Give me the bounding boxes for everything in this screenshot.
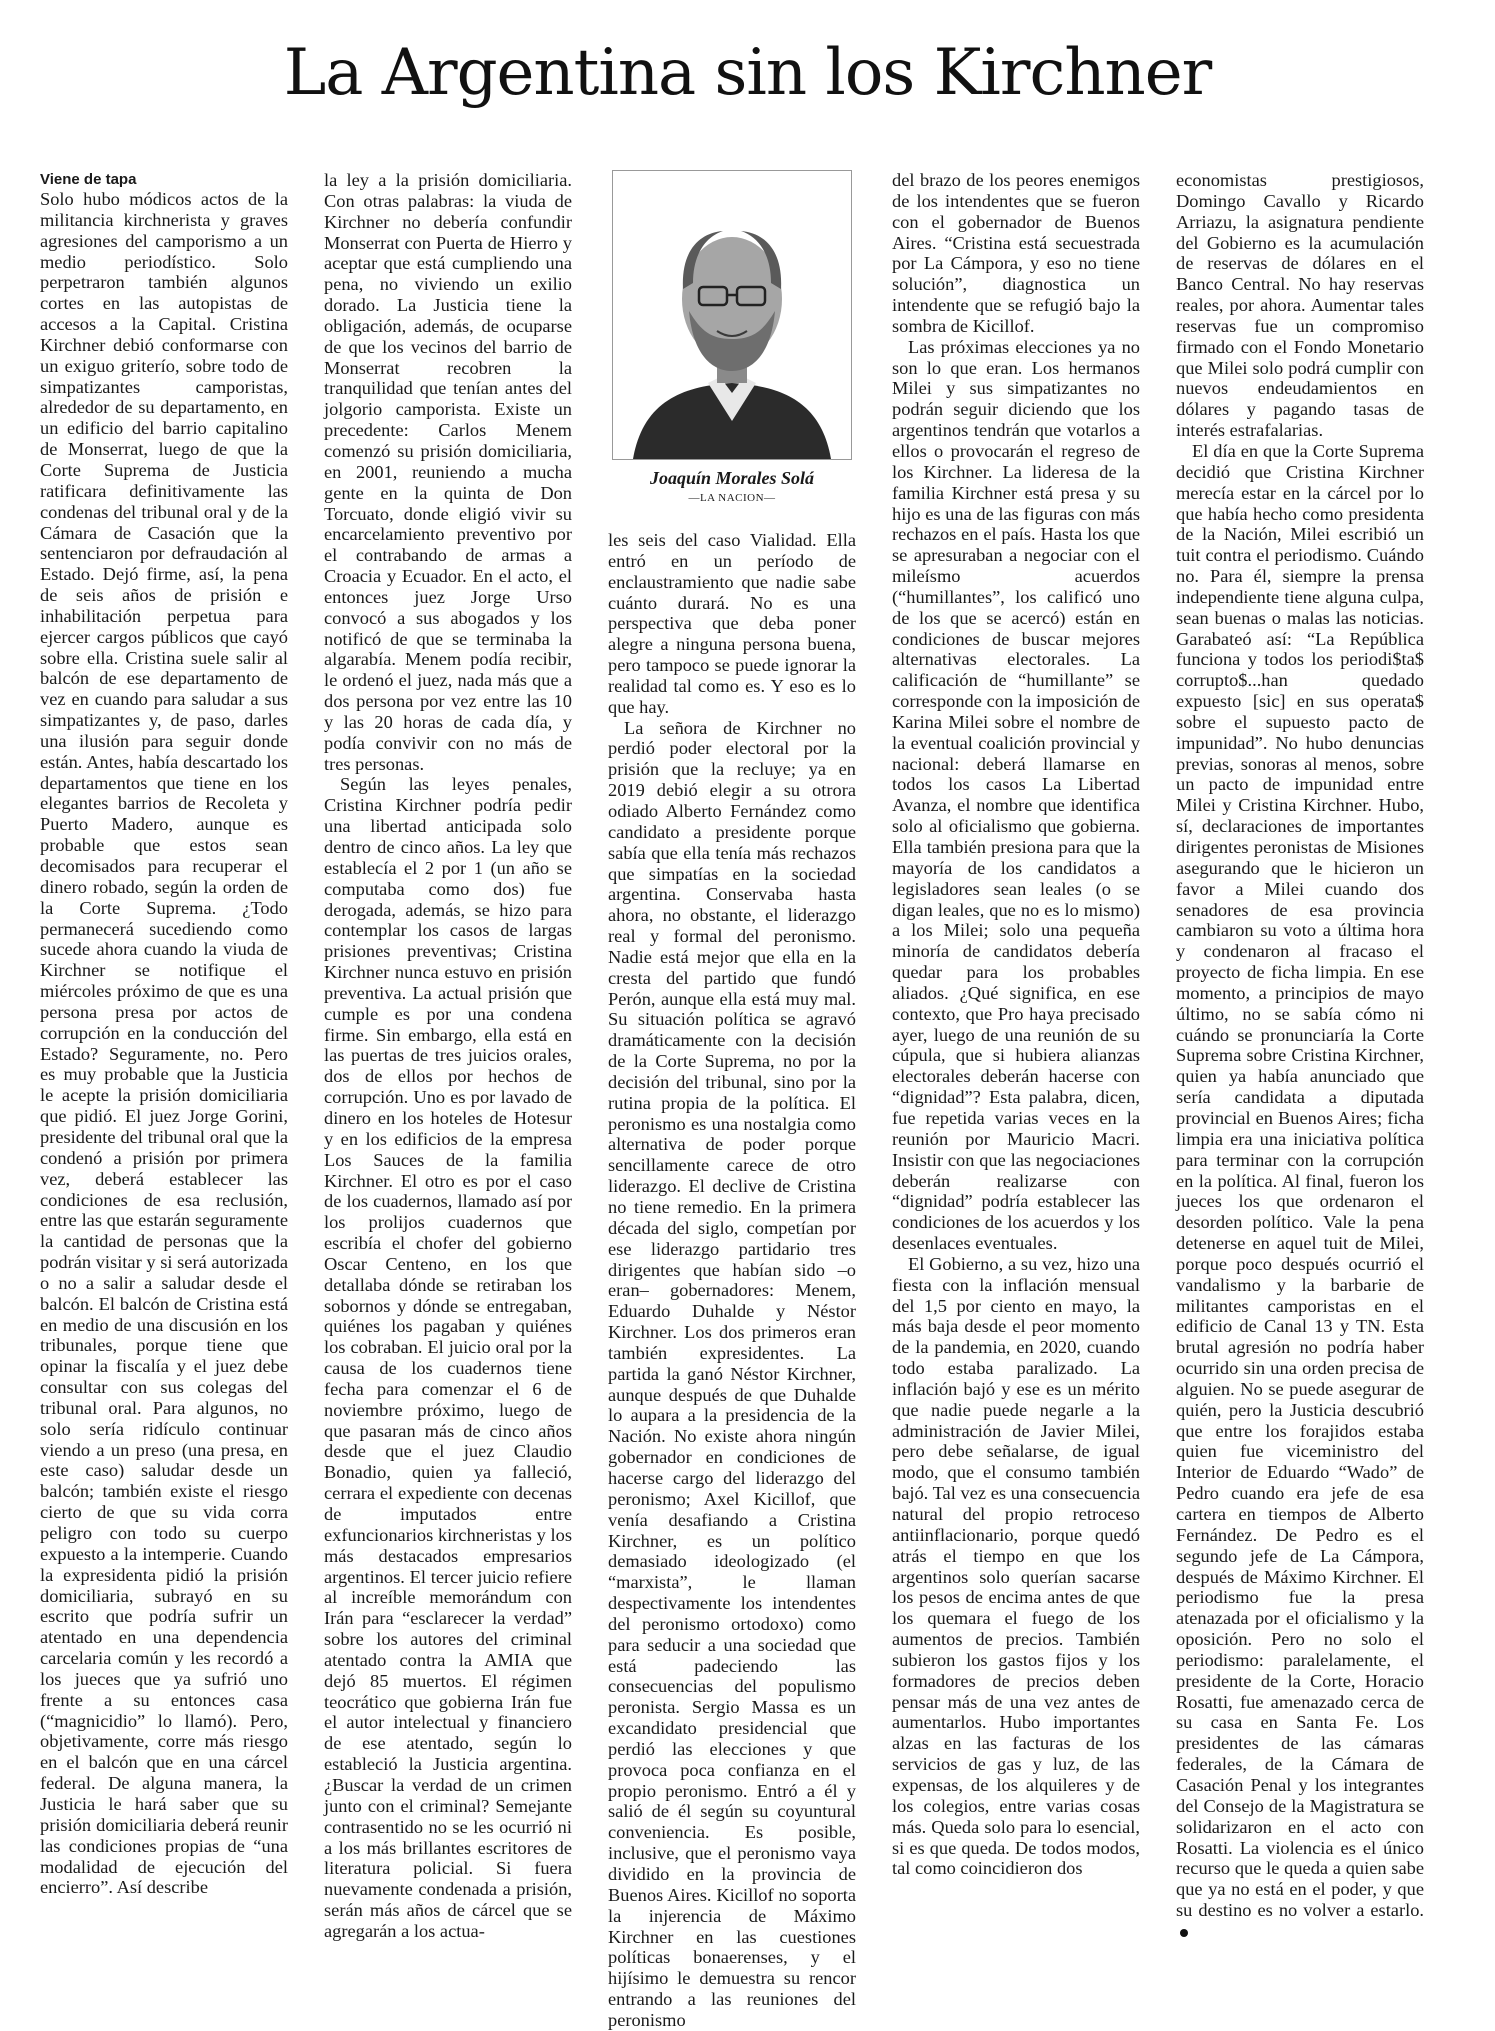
paragraph: les seis del caso Vialidad. Ella entró en un período de enclaustramiento que nadie sabe cuánto durará. No es una perspectiva que deba poner alegre a ninguna persona buena, pero tampoco se puede ignorar la realidad tal como es. Y eso es lo que hay. [608, 530, 856, 717]
paragraph [1176, 441, 1424, 1942]
author-box [612, 170, 852, 519]
article-column-3 [608, 530, 856, 2031]
author-photo [612, 170, 852, 460]
article-column-5 [1176, 170, 1424, 1942]
paragraph: El Gobierno, a su vez, hizo una fiesta con la inflación mensual del 1,5 por ciento en mayo, la más baja desde el peor momento de la pandemia, en 2020, cuando todo estaba paralizado. La inflación bajó y ese es un mérito que nadie puede negarle a la administración de Javier Milei, pero debe señalarse, de igual modo, que el consumo también bajó. Tal vez es una consecuencia natural del propio retroceso antiinflacionario, porque quedó atrás el tiempo en que los argentinos solo querían sacarse los pesos de encima antes de que los quemara el fuego de los aumentos de precios. También subieron los gastos fijos y los formadores de precios deben pensar más de una vez antes de aumentarlos. Hubo importantes alzas en las facturas de los servicios de gas y luz, de las expensas, de los alquileres y de los colegios, entre varias cosas más. Queda solo para lo esencial, si es que queda. De todos modos, tal como coincidieron dos [892, 1253, 1140, 1879]
author-outlet: —LA NACION— [688, 492, 776, 504]
paragraph: la ley a la prisión domiciliaria. Con otras palabras: la viuda de Kirchner no debería confundir Monserrat con Puerta de Hierro y aceptar que está cumpliendo una pena, no viviendo un exilio dorado. La Justicia tiene la obligación, además, de ocuparse de que los vecinos del barrio de Monserrat recobren la tranquilidad que tenían antes del jolgorio camporista. Existe un precedente: Carlos Menem comenzó su prisión domiciliaria, en 2001, reuniendo a mucha gente en la quinta de Don Torcuato, donde eligió vivir su encarcelamiento preventivo por el contrabando de armas a Croacia y Ecuador. En el acto, el entonces juez Jorge Urso convocó a sus abogados y los notificó de que se terminaba la algarabía. Menem podía recibir, le ordenó el juez, nada más que a dos persona por vez entre las 10 y las 20 horas de cada día, y podía convivir con no más de tres personas. [324, 170, 572, 774]
paragraph: Según las leyes penales, Cristina Kirchner podría pedir una libertad anticipada solo dentro de cinco años. La ley que establecía el 2 por 1 (un año se computaba como dos) fue derogada, además, se hizo para contemplar los casos de largas prisiones preventivas; Cristina Kirchner nunca estuvo en prisión preventiva. La actual prisión que cumple es por una condena firme. Sin embargo, ella está en las puertas de tres juicios orales, dos de ellos por hechos de corrupción. Uno es por lavado de dinero en los hoteles de Hotesur y en los edificios de la empresa Los Sauces de la familia Kirchner. El otro es por el caso de los cuadernos, llamado así por los prolijos cuadernos que escribía el chofer del gobierno Oscar Centeno, en los que detallaba dónde se retiraban los sobornos y dónde se entregaban, quiénes los pagaban y quiénes los cobraban. El juicio oral por la causa de los cuadernos tiene fecha para comenzar el 6 de noviembre próximo, luego de que pasaran más de cinco años desde que el juez Claudio Bonadio, quien ya falleció, cerrara el expediente con decenas de imputados entre exfuncionarios kirchneristas y los más destacados empresarios argentinos. El tercer juicio refiere al increíble memorándum con Irán para “esclarecer la verdad” sobre los autores del criminal atentado contra la AMIA que dejó 85 muertos. El régimen teocrático que gobierna Irán fue el autor intelectual y financiero de ese atentado, según lo estableció la Justicia argentina. ¿Buscar la verdad de un crimen junto con el criminal? Semejante contrasentido no se les ocurrió ni a los más brillantes escritores de literatura policial. Si fuera nuevamente condenada a prisión, serán más años de cárcel que se agregarán a los actua- [324, 774, 572, 1941]
headline: La Argentina sin los Kirchner [283, 36, 1212, 110]
paragraph: del brazo de los peores enemigos de los intendentes que se fueron con el gobernador de Buenos Aires. “Cristina está secuestrada por La Cámpora, y eso no tiene solución”, diagnostica un intendente que se refugió bajo la sombra de Kicillof. [892, 170, 1140, 336]
end-of-article-mark [1180, 1929, 1188, 1937]
article-column-2 [324, 170, 572, 1942]
article-column-1 [40, 170, 288, 1898]
author-name: Joaquín Morales Solá [649, 468, 815, 488]
kicker: Viene de tapa [40, 171, 137, 188]
paragraph: economistas prestigiosos, Domingo Cavallo y Ricardo Arriazu, la asignatura pendiente del Gobierno es la acumulación de reservas de dólares en el Banco Central. No hay reservas reales, por ahora. Aumentar tales reservas fue un compromiso firmado con el Fondo Monetario que Milei solo podrá cumplir con nuevos endeudamientos en dólares y pagando tasas de interés estrafalarias. [1176, 170, 1424, 441]
paragraph: La señora de Kirchner no perdió poder electoral por la prisión que la recluye; ya en 2019 debió elegir a su otrora odiado Alberto Fernández como candidato a presidente porque sabía que ella tenía más rechazos que simpatías en la sociedad argentina. Conservaba hasta ahora, no obstante, el liderazgo real y formal del peronismo. Nadie está mejor que ella en la cresta del partido que fundó Perón, aunque ella está muy mal. Su situación política se agravó dramáticamente con la decisión de la Corte Suprema, no por la decisión del tribunal, sino por la rutina propia de la política. El peronismo es una nostalgia como alternativa de poder porque sencillamente carece de otro liderazgo. El declive de Cristina no tiene remedio. En la primera década del siglo, competían por ese liderazgo partidario tres dirigentes que habían sido –o eran– gobernadores: Menem, Eduardo Duhalde y Néstor Kirchner. Los dos primeros eran también expresidentes. La partida la ganó Néstor Kirchner, aunque después de que Duhalde lo aupara a la presidencia de la Nación. No existe ahora ningún gobernador en condiciones de hacerse cargo del liderazgo del peronismo; Axel Kicillof, que venía desafiando a Cristina Kirchner, es un político demasiado ideologizado (el “marxista”, le llaman despectivamente los intendentes del peronismo ortodoxo) como para seducir a una sociedad que está padeciendo las consecuencias del populismo peronista. Sergio Massa es un excandidato presidencial que perdió las elecciones y que provoca poca confianza en el propio peronismo. Entró a él y salió de él según su coyuntural conveniencia. Es posible, inclusive, que el peronismo vaya dividido en la provincia de Buenos Aires. Kicillof no soporta la injerencia de Máximo Kirchner en las cuestiones políticas bonaerenses, y el hijísimo le demuestra su rencor entrando a las reuniones del peronismo [608, 717, 856, 2030]
author-portrait-image [613, 171, 851, 459]
article-column-4 [892, 170, 1140, 1879]
paragraph: Solo hubo módicos actos de la militancia kirchnerista y graves agresiones del camporismo a un medio periodístico. Solo perpetraron también algunos cortes en las autopistas de accesos a la Capital. Cristina Kirchner debió conformarse con un exiguo griterío, sobre todo de simpatizantes camporistas, alrededor de su departamento, en un edificio del barrio capitalino de Monserrat, luego de que la Corte Suprema de Justicia ratificara definitivamente las condenas del tribunal oral y de la Cámara de Casación que la sentenciaron por defraudación al Estado. Dejó firme, así, la pena de seis años de prisión e inhabilitación perpetua para ejercer cargos públicos que cayó sobre ella. Cristina suele salir al balcón de ese departamento de vez en cuando para saludar a sus simpatizantes y, de paso, darles una ilusión para seguir donde están. Antes, había descartado los departamentos que tiene en los elegantes barrios de Recoleta y Puerto Madero, aunque es probable que estos sean decomisados para recuperar el dinero robado, según la orden de la Corte Suprema. ¿Todo permanecerá sucediendo como sucede ahora cuando la viuda de Kirchner se notifique el miércoles próximo de que es una persona presa por actos de corrupción en la conducción del Estado? Seguramente, no. Pero es muy probable que la Justicia le acepte la prisión domiciliaria que pidió. El juez Jorge Gorini, presidente del tribunal oral que la condenó a prisión por primera vez, deberá establecer las condiciones de esa reclusión, entre las que estarán seguramente la cantidad de personas que la podrán visitar y si será autorizada o no a salir a saludar desde el balcón. El balcón de Cristina está en medio de una discusión en los tribunales, porque tiene que opinar la fiscalía y el juez debe consultar con sus colegas del tribunal oral. Para algunos, no solo sería ridículo continuar viendo a un preso (una presa, en este caso) saludar desde un balcón; también existe el riesgo cierto de que su vida corra peligro con todo su cuerpo expuesto a la intemperie. Cuando la expresidenta pidió la prisión domiciliaria, subrayó en su escrito que podría sufrir un atentado en una dependencia carcelaria común y les recordó a los jueces que ya sufrió uno frente a su entonces casa (“magnicidio” lo llamó). Pero, objetivamente, corre más riesgo en el balcón que en una cárcel federal. De alguna manera, la Justicia le hará saber que su prisión domiciliaria deberá reunir las condiciones propias de “una modalidad de ejecución del encierro”. Así describe [40, 189, 288, 1898]
paragraph: Las próximas elecciones ya no son lo que eran. Los hermanos Milei y sus simpatizantes no podrán seguir diciendo que los argentinos tendrán que votarlos a ellos o provocarán el regreso de los Kirchner. La lideresa de la familia Kirchner está presa y su hijo es una de las figuras con más rechazos en el país. Hasta los que se apresuraban a negociar con el mileísmo acuerdos (“humillantes”, los calificó uno de los que se acercó) están en condiciones de buscar mejores alternativas electorales. La calificación de “humillante” se corresponde con la imposición de Karina Milei sobre el nombre de la eventual coalición provincial y nacional: deberá llamarse en todos los casos La Libertad Avanza, el nombre que identifica solo al oficialismo que gobierna. Ella también presiona para que la mayoría de los candidatos a legisladores sean leales (o se digan leales, que no es lo mismo) a los Milei; solo una pequeña minoría de candidatos debería quedar para los probables aliados. ¿Qué significa, en ese contexto, que Pro haya precisado ayer, luego de una reunión de su cúpula, que si hubiera alianzas electorales deberán hacerse con “dignidad”? Esta palabra, dicen, fue repetida varias veces en la reunión por Mauricio Macri. Insistir con que las negociaciones deberán realizarse con “dignidad” podría establecer las condiciones de los acuerdos y los desenlaces eventuales. [892, 336, 1140, 1254]
paragraph-text: El día en que la Corte Suprema decidió que Cristina Kirchner merecía estar en la cárcel por lo que había hecho como presidenta de la Nación, Milei escribió un tuit contra el periodismo. Cuándo no. Para él, siempre la prensa independiente tiene alguna culpa, sean buenas o malas las noticias. Garabateó así: “La República funciona y todos los periodi$ta$ corrupto$...han quedado expuesto [sic] en sus operata$ sobre el supuesto pacto de impunidad”. No hubo denuncias previas, sonoras al menos, sobre un pacto de impunidad entre Milei y Cristina Kirchner. Hubo, sí, declaraciones de importantes dirigentes peronistas de Misiones asegurando que le hicieron un favor a Milei cuando dos senadores de esa provincia cambiaron su voto a última hora y condenaron al fracaso el proyecto de ficha limpia. En ese momento, a principios de mayo último, no se sabía cómo ni cuándo se pronunciaría la Corte Suprema sobre Cristina Kirchner, quien ya había anunciado que sería candidata a diputada provincial en Buenos Aires; ficha limpia era una iniciativa política para terminar con la corrupción en la política. Al final, fueron los jueces los que ordenaron el desorden político. Vale la pena detenerse en aquel tuit de Milei, porque poco después ocurrió el vandalismo y la barbarie de militantes camporistas en el edificio de Canal 13 y TN. Esta brutal agresión no podría haber ocurrido sin una orden precisa de alguien. No se puede asegurar de quién, pero la Justicia descubrió que entre los forajidos estaba quien fue viceministro del Interior de Eduardo “Wado” de Pedro cuando era jefe de esa cartera en tiempos de Alberto Fernández. De Pedro es el segundo jefe de La Cámpora, después de Máximo Kirchner. El periodismo fue la presa atenazada por el oficialismo y la oposición. Pero no solo el periodismo: paralelamente, el presidente de la Corte, Horacio Rosatti, fue amenazado cerca de su casa en Santa Fe. Los presidentes de las cámaras federales, de la Cámara de Casación Penal y los integrantes del Consejo de la Magistratura se solidarizaron en el acto con Rosatti. La violencia es el único recurso que le queda a quien sabe que ya no está en el poder, y que su destino es no volver a estarlo. [1176, 440, 1424, 1921]
